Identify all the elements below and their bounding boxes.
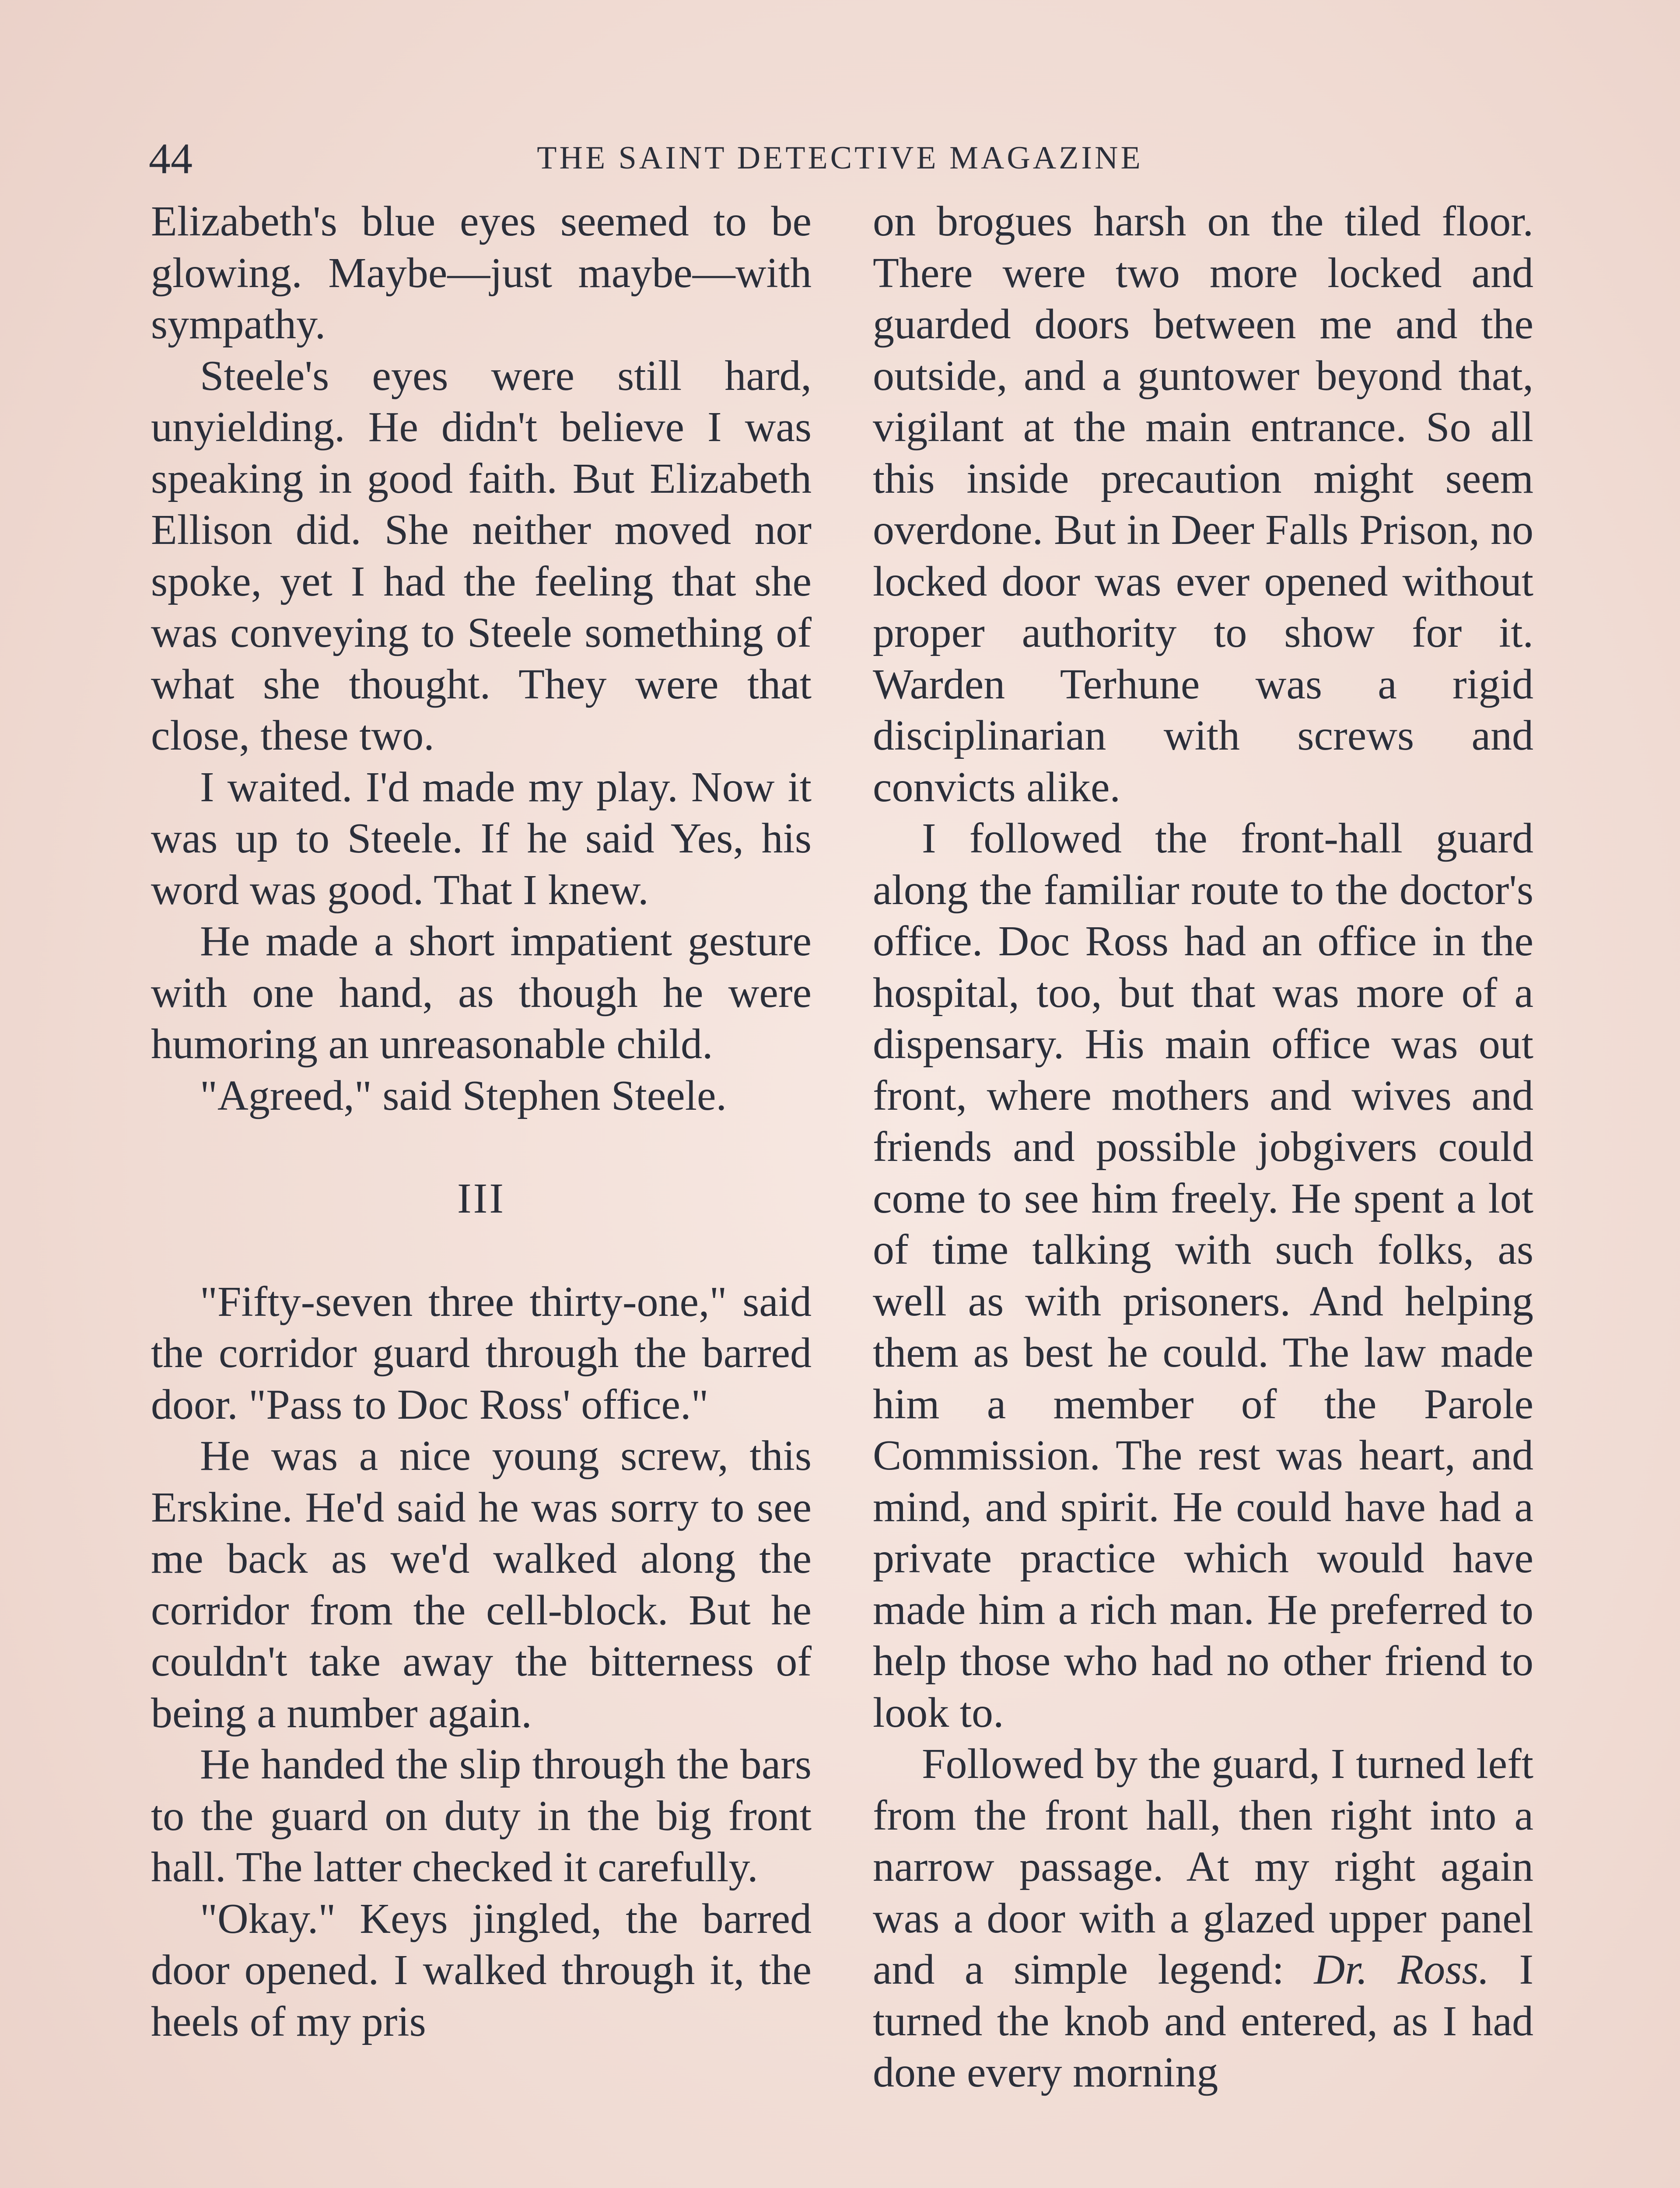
- page-header: [149, 127, 1531, 184]
- paragraph: [873, 1739, 1533, 2099]
- running-head: THE SAINT DETECTIVE MAGAZINE: [537, 140, 1143, 176]
- paragraph: I waited. I'd made my play. Now it was up to Steele. If he said Yes, his word was good. That I knew.: [151, 763, 812, 914]
- paragraph: He handed the slip through the bars to the guard on duty in the big front hall. The latter checked it carefully.: [151, 1741, 812, 1891]
- paragraph-text: I turned the knob and entered, as I had done every morning: [873, 1946, 1533, 2096]
- left-column: [151, 196, 812, 2188]
- paragraph: on brogues harsh on the tiled floor. There were two more locked and guarded doors between me and the outside, and a guntower beyond that, vigilant at the main entrance. So all this inside precaution might seem overdone. But in Deer Falls Prison, no locked door was ever opened without proper authority to show for it. Warden Terhune was a rigid disciplinarian with screws and convicts alike.: [873, 198, 1533, 811]
- paragraph: "Okay." Keys jingled, the barred door opened. I walked through it, the heels of my pris: [151, 1895, 812, 2045]
- paragraph: "Fifty-seven three thirty-one," said the corridor guard through the barred door. "Pass to Doc Ross' office.": [151, 1278, 812, 1428]
- page-number: 44: [149, 134, 192, 183]
- section-heading: III: [457, 1175, 505, 1222]
- paragraph: He made a short impatient gesture with one hand, as though he were humoring an unreasonable child.: [151, 918, 812, 1068]
- paragraph: "Agreed," said Stephen Steele.: [200, 1072, 727, 1119]
- paragraph-text: Followed by the guard, I turned left from the front hall, then right into a narrow passage. At my right again was a door with a glazed upper panel and a simple legend:: [873, 1740, 1533, 1993]
- paragraph: I followed the front-hall guard along the familiar route to the doctor's office. Doc Ross had an office in the hospital, too, but that was more of a dispensary. His main office was out front, where mothers and wives and friends and possible jobgivers could come to see him freely. He spent a lot of time talking with such folks, as well as with prisoners. And helping them as best he could. The law made him a member of the Parole Commission. The rest was heart, and mind, and spirit. He could have had a private practice which would have made him a rich man. He preferred to help those who had no other friend to look to.: [873, 815, 1533, 1736]
- paragraph: Elizabeth's blue eyes seemed to be glowing. Maybe—just maybe—with sympathy.: [151, 198, 812, 348]
- right-column: [873, 196, 1533, 2188]
- door-legend: Dr. Ross.: [1314, 1946, 1489, 1993]
- paragraph: He was a nice young screw, this Erskine. He'd said he was sorry to see me back as we'd walked along the corridor from the cell-block. But he couldn't take away the bitterness of being a number again.: [151, 1432, 812, 1737]
- paragraph: Steele's eyes were still hard, unyielding. He didn't believe I was speaking in good faith. But Elizabeth Ellison did. She neither moved nor spoke, yet I had the feeling that she was conveying to Steele something of what she thought. They were that close, these two.: [151, 352, 812, 759]
